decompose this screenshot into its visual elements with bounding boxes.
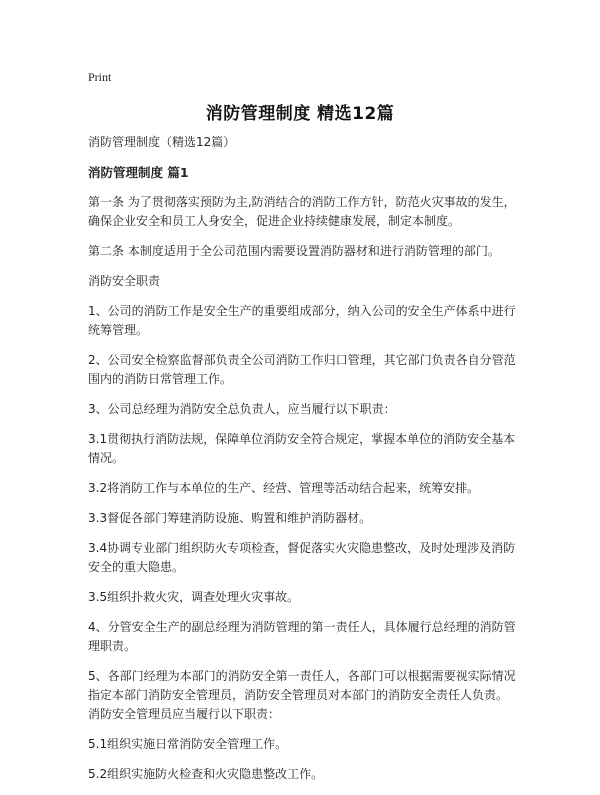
paragraph-item-3-2: 3.2将消防工作与本单位的生产、经营、管理等活动结合起来，统筹安排。	[88, 481, 480, 495]
section-heading: 消防管理制度 篇1	[88, 165, 189, 180]
paragraph-item-3-3: 3.3督促各部门筹建消防设施、购置和维护消防器材。	[88, 511, 372, 525]
document-title: 消防管理制度 精选12篇	[205, 104, 395, 124]
paragraph-item-5-1: 5.1组织实施日常消防安全管理工作。	[88, 737, 288, 751]
paragraph-item-5-2: 5.2组织实施防火检查和火灾隐患整改工作。	[88, 767, 324, 781]
paragraph-item-5: 5、各部门经理为本部门的消防安全第一责任人，各部门可以根据需要视实际情况指定本部门消防安全管理员，消防安全管理员对本部门的消防安全责任人负责。消防安全管理员应当履行以下职责：	[88, 669, 516, 721]
paragraph-item-1: 1、公司的消防工作是安全生产的重要组成部分，纳入公司的安全生产体系中进行统筹管理。	[88, 304, 516, 337]
paragraph-item-3-1: 3.1贯彻执行消防法规，保障单位消防安全符合规定，掌握本单位的消防安全基本情况。	[88, 432, 516, 465]
paragraph-item-2: 2、公司安全检察监督部负责全公司消防工作归口管理，其它部门负责各自分管范围内的消防日常管理工作。	[88, 353, 516, 386]
paragraph-item-4: 4、分管安全生产的副总经理为消防管理的第一责任人，具体履行总经理的消防管理职责。	[88, 620, 516, 653]
paragraph-article-1: 第一条 为了贯彻落实预防为主,防消结合的消防工作方针，防范火灾事故的发生，确保企业安全和员工人身安全，促进企业持续健康发展，制定本制度。	[88, 195, 516, 228]
paragraph-item-3-5: 3.5组织扑救火灾，调查处理火灾事故。	[88, 590, 300, 604]
paragraph-item-3-4: 3.4协调专业部门组织防火专项检查，督促落实火灾隐患整改，及时处理涉及消防安全的重大隐患。	[88, 541, 516, 574]
paragraph-duties-heading: 消防安全职责	[88, 274, 161, 288]
document-subtitle: 消防管理制度（精选12篇）	[88, 135, 236, 149]
document-body	[88, 133, 518, 795]
paragraph-article-2: 第二条 本制度适用于全公司范围内需要设置消防器材和进行消防管理的部门。	[88, 244, 500, 258]
print-link[interactable]: Print	[88, 70, 112, 84]
paragraph-item-3: 3、公司总经理为消防安全总负责人，应当履行以下职责：	[88, 402, 396, 416]
